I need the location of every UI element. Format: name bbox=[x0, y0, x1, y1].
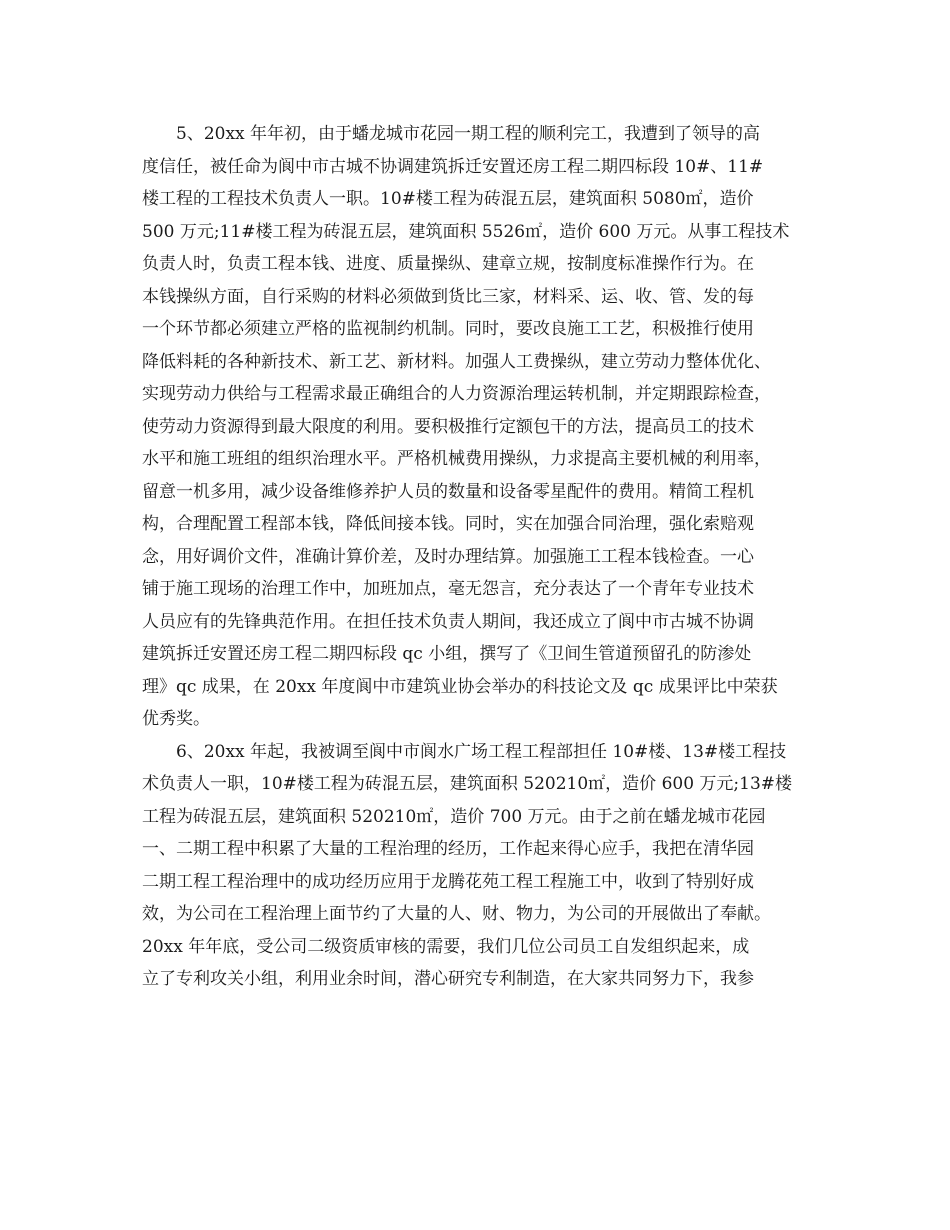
text-line: 效，为公司在工程治理上面节约了大量的人、财、物力，为公司的开展做出了奉献。 bbox=[142, 904, 771, 924]
text-line: 人员应有的先锋典范作用。在担任技术负责人期间，我还成立了阆中市古城不协调 bbox=[142, 611, 754, 632]
text-line: 降低料耗的各种新技术、新工艺、新材料。加强人工费操纵，建立劳动力整体优化、 bbox=[142, 351, 771, 372]
text-line: 实现劳动力供给与工程需求最正确组合的人力资源治理运转机制，并定期跟踪检查， bbox=[142, 384, 771, 404]
text-line: 建筑拆迁安置还房工程二期四标段 qc 小组，撰写了《卫间生管道预留孔的防渗处 bbox=[142, 644, 752, 664]
body-text bbox=[142, 118, 822, 996]
text-line: 构，合理配置工程部本钱，降低间接本钱。同时，实在加强合同治理，强化索赔观 bbox=[142, 514, 754, 534]
text-line: 本钱操纵方面，自行采购的材料必须做到货比三家，材料采、运、收、管、发的每 bbox=[142, 286, 754, 307]
text-line: 工程为砖混五层，建筑面积 520210㎡，造价 700 万元。由于之前在蟠龙城市花园 bbox=[142, 806, 766, 827]
text-line: 6、20xx 年起，我被调至阆中市阆水广场工程工程部担任 10#楼、13#楼工程技 bbox=[176, 741, 787, 762]
text-line: 优秀奖。 bbox=[142, 709, 210, 729]
text-line: 一个环节都必须建立严格的监视制约机制。同时，要改良施工工艺，积极推行使用 bbox=[142, 319, 754, 339]
paragraph-6 bbox=[142, 736, 822, 996]
text-line: 使劳动力资源得到最大限度的利用。要积极推行定额包干的方法，提高员工的技术 bbox=[142, 416, 754, 437]
text-line: 术负责人一职，10#楼工程为砖混五层，建筑面积 520210㎡，造价 600 万元;13#楼 bbox=[142, 774, 793, 794]
text-line: 负责人时，负责工程本钱、进度、质量操纵、建章立规，按制度标准操作行为。在 bbox=[142, 254, 754, 274]
text-line: 理》qc 成果，在 20xx 年度阆中市建筑业协会举办的科技论文及 qc 成果评比中荣获 bbox=[142, 676, 778, 697]
text-line: 留意一机多用，减少设备维修养护人员的数量和设备零星配件的费用。精简工程机 bbox=[142, 481, 754, 502]
text-line: 一、二期工程中积累了大量的工程治理的经历，工作起来得心应手，我把在清华园 bbox=[142, 839, 754, 859]
text-line: 水平和施工班组的组织治理水平。严格机械费用操纵，力求提高主要机械的利用率， bbox=[142, 449, 771, 469]
text-line: 楼工程的工程技术负责人一职。10#楼工程为砖混五层，建筑面积 5080㎡，造价 bbox=[142, 189, 754, 209]
text-line: 20xx 年年底，受公司二级资质审核的需要，我们几位公司员工自发组织起来，成 bbox=[142, 936, 750, 957]
text-line: 5、20xx 年年初，由于蟠龙城市花园一期工程的顺利完工，我遭到了领导的高 bbox=[176, 124, 761, 144]
text-line: 立了专利攻关小组，利用业余时间，潜心研究专利制造，在大家共同努力下，我参 bbox=[142, 969, 754, 989]
text-line: 念，用好调价文件，准确计算价差，及时办理结算。加强施工工程本钱检查。一心 bbox=[142, 546, 754, 567]
text-line: 二期工程工程治理中的成功经历应用于龙腾花苑工程工程施工中，收到了特别好成 bbox=[142, 871, 754, 892]
text-line: 铺于施工现场的治理工作中，加班加点，毫无怨言，充分表达了一个青年专业技术 bbox=[142, 579, 754, 599]
text-line: 度信任，被任命为阆中市古城不协调建筑拆迁安置还房工程二期四标段 10#、11# bbox=[142, 156, 764, 177]
paragraph-5 bbox=[142, 118, 822, 736]
text-line: 500 万元;11#楼工程为砖混五层，建筑面积 5526㎡，造价 600 万元。从事工程技术 bbox=[142, 221, 790, 242]
